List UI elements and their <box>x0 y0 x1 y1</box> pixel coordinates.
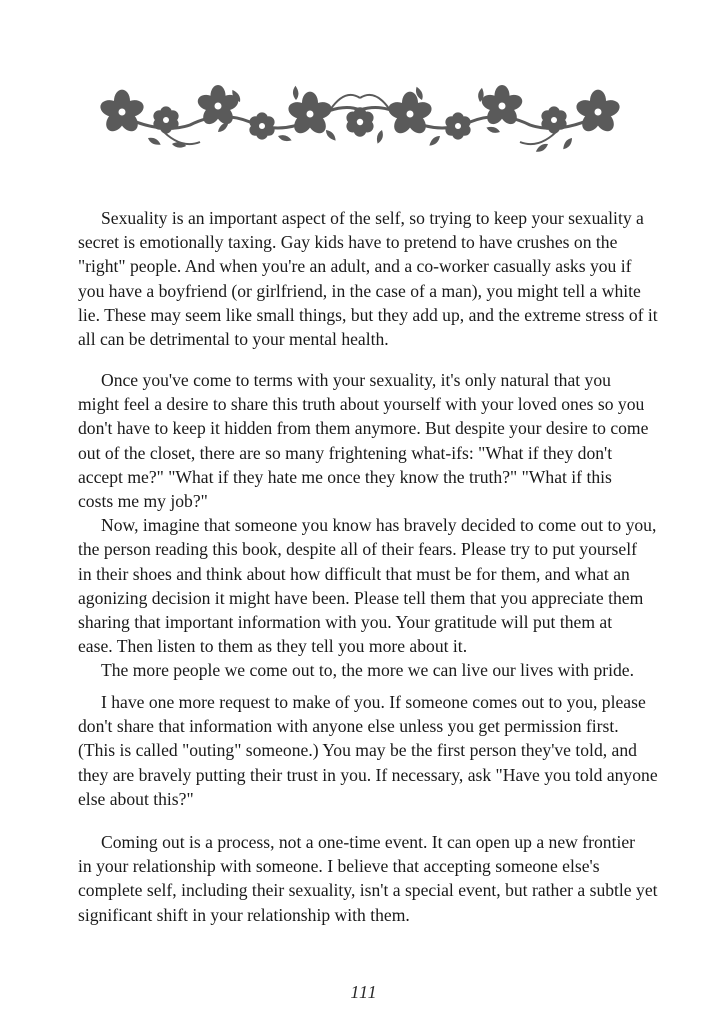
text-section-4 <box>78 830 678 927</box>
paragraph: The more people we come out to, the more we can live our lives with pride. <box>101 660 635 681</box>
page-number: 111 <box>350 982 378 1002</box>
paragraph: Once you've come to terms with your sexuality, it's only natural that you might feel a desire to share this truth about yourself with your loved ones so you don't have to keep it hidden from them anymore. But despite your desire to come out of the closet, there are so many frightening what-ifs: "What if they don't accept me?" "What if they hate me once they know the truth?" "What if this costs me my job?" <box>78 370 649 512</box>
paragraph: Coming out is a process, not a one-time event. It can open up a new frontier in your relationship with someone. I believe that accepting someone else's complete self, including their sexuality, isn't a special event, but rather a subtle yet significant shift in your relationship with them. <box>78 832 658 925</box>
paragraph: I have one more request to make of you. If someone comes out to you, please don't share that information with anyone else unless you get permission first. (This is called "outing" someone.) You may be the first person they've told, and they are bravely putting their trust in you. If necessary, ask "Have you told anyone else about this?" <box>78 692 658 809</box>
text-section-3 <box>78 690 678 811</box>
text-section-1 <box>78 206 678 351</box>
paragraph: Now, imagine that someone you know has bravely decided to come out to you, the person reading this book, despite all of their fears. Please try to put yourself in their shoes and think about how difficult that must be for them, and what an agonizing decision it might have been. Please tell them that you appreciate them sharing that important information with you. Your gratitude will put them at ease. Then listen to them as they tell you more about it. <box>78 515 657 657</box>
floral-vine-icon <box>100 80 620 162</box>
paragraph: Sexuality is an important aspect of the self, so trying to keep your sexuality a secret is emotionally taxing. Gay kids have to pretend to have crushes on the "right" people. And when you're an adult, and a co-worker casually asks you if you have a boyfriend (or girlfriend, in the case of a man), you might tell a white lie. These may seem like small things, but they add up, and the extreme stress of it all can be detrimental to your mental health. <box>78 208 658 350</box>
text-section-2 <box>78 368 678 683</box>
